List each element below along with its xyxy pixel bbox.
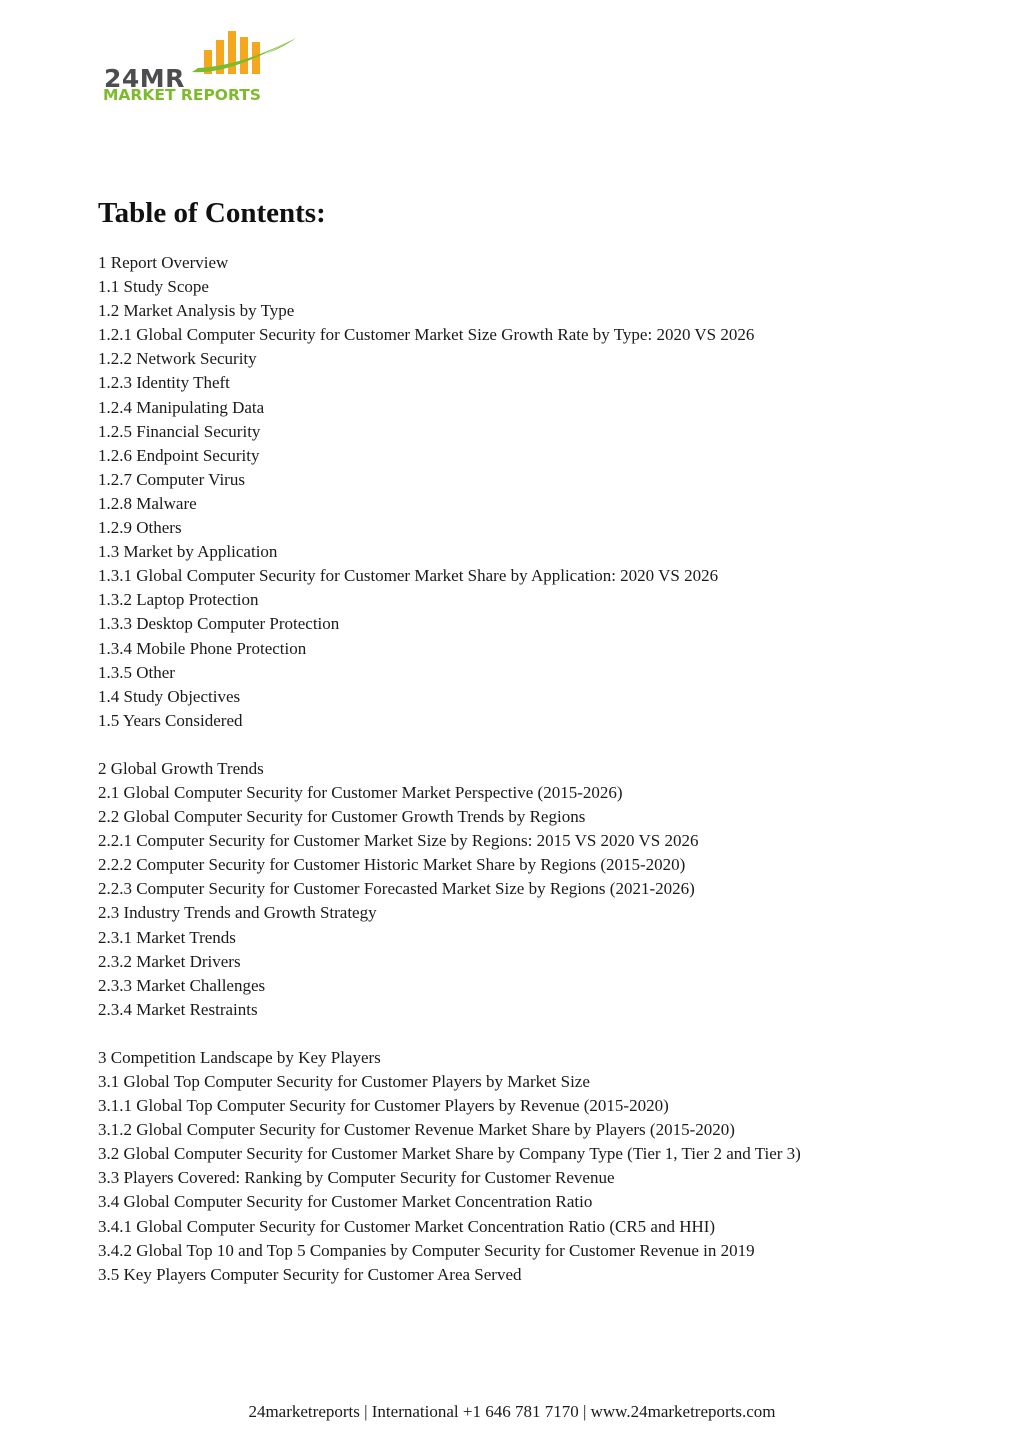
toc-entry: 1.3.5 Other xyxy=(98,662,175,682)
toc-entry: 3.1.1 Global Top Computer Security for Customer Players by Revenue (2015-2020) xyxy=(98,1096,669,1116)
section-spacer xyxy=(98,733,978,757)
toc-entry: 3.3 Players Covered: Ranking by Computer Security for Customer Revenue xyxy=(98,1168,615,1188)
logo-wordmark-bottom: MARKET REPORTS xyxy=(103,86,261,104)
toc-entry: 1.2.6 Endpoint Security xyxy=(98,445,260,465)
toc-entry: 1.2.2 Network Security xyxy=(98,349,257,369)
toc-entry: 2.1 Global Computer Security for Customer Market Perspective (2015-2026) xyxy=(98,782,623,802)
page-title: Table of Contents: xyxy=(98,197,326,229)
section-spacer xyxy=(98,1022,978,1046)
toc-entry: 1.3.2 Laptop Protection xyxy=(98,590,259,610)
toc-entry: 1.3 Market by Application xyxy=(98,542,278,562)
toc-entry: 1.3.4 Mobile Phone Protection xyxy=(98,638,307,658)
toc-entry: 2.3 Industry Trends and Growth Strategy xyxy=(98,903,377,923)
toc-entry: 3.1 Global Top Computer Security for Customer Players by Market Size xyxy=(98,1072,590,1091)
footer-separator: | xyxy=(578,1402,591,1421)
toc-entry: 2.2.2 Computer Security for Customer Historic Market Share by Regions (2015-2020) xyxy=(98,855,686,875)
toc-entry: 3.5 Key Players Computer Security for Customer Area Served xyxy=(98,1264,522,1284)
toc-entry: 3.4 Global Computer Security for Customer Market Concentration Ratio xyxy=(98,1192,593,1212)
toc-entry: 1.4 Study Objectives xyxy=(98,686,241,706)
toc-entry: 1.2.8 Malware xyxy=(98,493,197,513)
toc-entry: 2.3.2 Market Drivers xyxy=(98,951,241,971)
toc-entry: 1.3.3 Desktop Computer Protection xyxy=(98,614,340,634)
toc-entry: 2.3.1 Market Trends xyxy=(98,927,236,947)
toc-entry: 1.2.7 Computer Virus xyxy=(98,469,245,489)
toc-entry: 1.1 Study Scope xyxy=(98,277,209,297)
page-footer xyxy=(0,1400,1024,1424)
toc-entry: 1 Report Overview xyxy=(98,253,229,272)
toc-entry: 3 Competition Landscape by Key Players xyxy=(98,1047,381,1067)
toc-entry: 2 Global Growth Trends xyxy=(98,758,264,778)
toc-entry: 2.3.3 Market Challenges xyxy=(98,975,266,995)
company-logo xyxy=(100,28,310,110)
toc-entry: 1.3.1 Global Computer Security for Customer Market Share by Application: 2020 VS 2026 xyxy=(98,566,719,586)
toc-entry: 1.2.1 Global Computer Security for Customer Market Size Growth Rate by Type: 2020 VS 2026 xyxy=(98,325,755,345)
footer-phone: International +1 646 781 7170 xyxy=(371,1402,579,1421)
toc-entry: 3.1.2 Global Computer Security for Customer Revenue Market Share by Players (2015-2020) xyxy=(98,1120,735,1140)
toc-entry: 2.3.4 Market Restraints xyxy=(98,999,258,1019)
toc-entry: 2.2 Global Computer Security for Customer Growth Trends by Regions xyxy=(98,807,586,827)
toc-entry: 2.2.1 Computer Security for Customer Market Size by Regions: 2015 VS 2020 VS 2026 xyxy=(98,831,699,851)
toc-entry: 3.4.1 Global Computer Security for Customer Market Concentration Ratio (CR5 and HHI) xyxy=(98,1216,716,1236)
toc-entry: 1.2.5 Financial Security xyxy=(98,421,261,441)
toc-entry: 1.2.4 Manipulating Data xyxy=(98,397,265,417)
toc-entry: 3.4.2 Global Top 10 and Top 5 Companies by Computer Security for Customer Revenue in 2019 xyxy=(98,1240,755,1260)
footer-company: 24marketreports xyxy=(248,1402,360,1421)
toc-entry: 3.2 Global Computer Security for Customer Market Share by Company Type (Tier 1, Tier 2 and Tier 3) xyxy=(98,1144,801,1164)
toc-entry: 1.2 Market Analysis by Type xyxy=(98,301,295,321)
toc-entry: 1.2.3 Identity Theft xyxy=(98,373,230,393)
logo-wordmark-top: 24MR xyxy=(104,64,185,93)
toc-entry: 1.5 Years Considered xyxy=(98,710,243,730)
footer-separator: | xyxy=(359,1402,372,1421)
toc-entry: 2.2.3 Computer Security for Customer Forecasted Market Size by Regions (2021-2026) xyxy=(98,879,695,899)
footer-website-link[interactable]: www.24marketreports.com xyxy=(590,1402,776,1421)
toc-entry: 1.2.9 Others xyxy=(98,518,182,538)
table-of-contents xyxy=(98,251,978,1287)
